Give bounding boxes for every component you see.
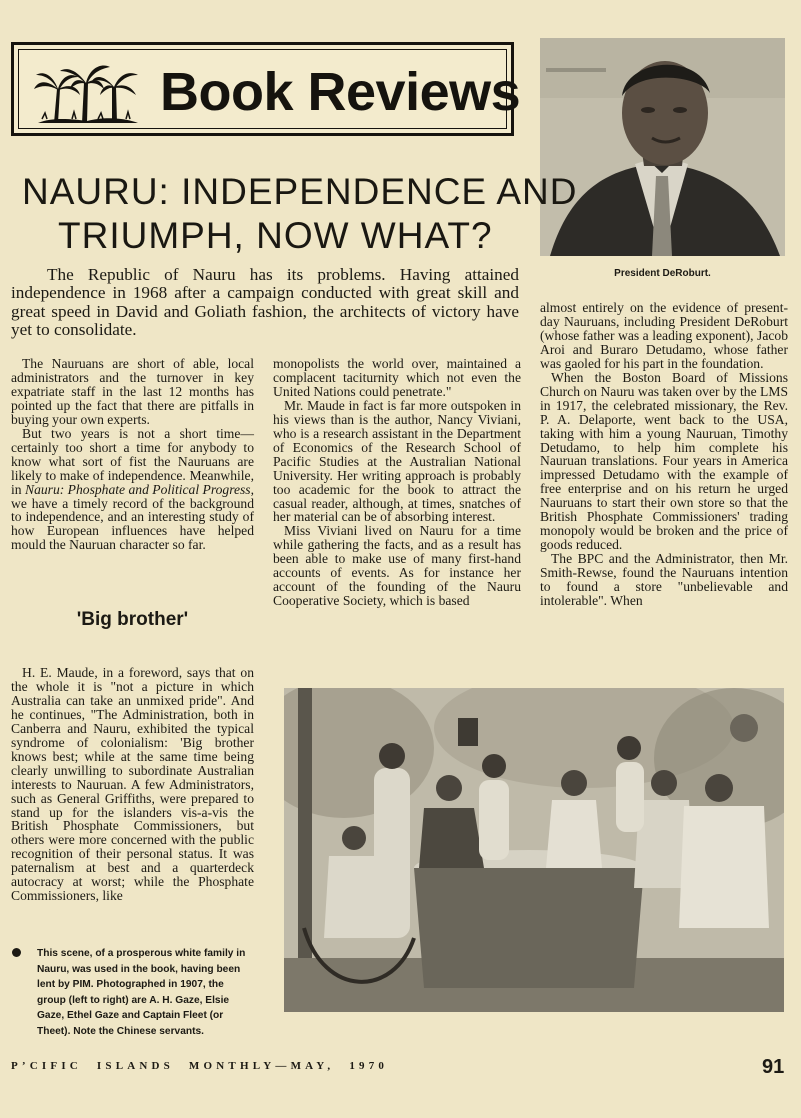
column-2-paragraph-2: Mr. Maude in fact is far more outspoken in his views than is the author, Nancy Viviani, who is a research assistant in the Department of Economics of the Research School of Pacific Studies at the Australian National University. Her writing approach is probably too academic for the book to attract the casual reader, although, at times, snatches of her material can be of absorbing interest.: [273, 397, 521, 525]
column-3-paragraph-1: almost entirely on the evidence of present-day Nauruans, including President DeRoburt (whose father was a leading exponent), Jacob Aroi and Buraro Detudamo, whose father was gaoled for his part in the foundation.: [540, 300, 788, 371]
paragraph-text: , we have a timely record of the background to independence, and an interesting study of how European influences have helped mould the Nauruan character so far.: [11, 481, 255, 553]
headline-line-1: NAURU: INDEPENDENCE AND: [22, 171, 578, 212]
headline-line-2: TRIUMPH, NOW WHAT?: [58, 215, 493, 256]
column-3-paragraph-3: The BPC and the Administrator, then Mr. Smith-Rewse, found the Nauruans intention to found a store "unbelievable and intolerable". When: [540, 551, 788, 609]
president-portrait-photo: [540, 38, 785, 256]
column-3-paragraph-2: When the Boston Board of Missions Church on Nauru was taken over by the LMS in 1917, the celebrated missionary, the Rev. P. A. Delaporte, went back to the USA, taking with him a young Nauruan, Timothy Detudamo, to help him complete his Nauruan translations. Four years in America impressed Detudamo with the example of free enterprise and on his return he urged Nauruans to start their own store so that the British Phosphate Commissioners' trading monopoly would be broken and the price of goods reduced.: [540, 369, 788, 553]
column-2: [273, 357, 521, 608]
portrait-illustration: [540, 38, 785, 256]
page-number: 91: [762, 1056, 785, 1078]
section-title: Book Reviews: [160, 62, 521, 122]
column-1: [11, 357, 254, 552]
section-masthead: [11, 42, 521, 136]
photo-caption: This scene, of a prosperous white family in Nauru, was used in the book, having been lent by PIM. Photographed in 1907, the group (left to right) are A. H. Gaze, Elsie Gaze, Ethel Gaze and Captain Fleet (or Theet). Note the Chinese servants.: [37, 948, 246, 1037]
family-photo-illustration: [284, 688, 784, 1012]
column-1-paragraph-1: The Nauruans are short of able, local administrators and the turnover in key expatriate staff in the last 12 months has pointed up the fact that there are pitfalls in buying your own experts.: [11, 356, 254, 427]
paragraph-text: But two years is not a short time—certainly too short a time for anybody to know what sort of fist the Nauruans are likely to make of independence. Meanwhile, in: [11, 425, 254, 497]
footer-publication-line: P’CIFIC ISLANDS MONTHLY—MAY, 1970: [11, 1060, 389, 1072]
subheading: 'Big brother': [76, 609, 189, 630]
column-2-paragraph-3: Miss Viviani lived on Nauru for a time while gathering the facts, and as a result has been able to make use of many first-hand accounts of events. As for instance her account of the founding of the Nauru Cooperative Society, which is based: [273, 523, 521, 609]
column-1-paragraph-3: H. E. Maude, in a foreword, says that on the whole it is "not a picture in which Australia can take an unmixed pride". And he continues, "The Administration, both in Canberra and Nauru, exhibited the typical syndrome of colonialism: 'Big brother knows best; while at the same time being clearly unwilling to subordinate Australian interests to Nauruan. A few Administrators, such as General Griffiths, were prepared to stand up for the islanders vis-a-vis the British Phosphate Commissioners, but others were more concerned with the public recognition of their personal status. It was paternalism at best and a quarterdeck autocracy at worst; while the Phosphate Commissioners, like: [11, 665, 254, 904]
portrait-caption: President DeRoburt.: [614, 268, 711, 279]
column-1-paragraph-2: [11, 427, 254, 553]
palm-trees-icon: [32, 59, 142, 125]
column-3: [540, 301, 788, 608]
lede-paragraph: The Republic of Nauru has its problems. Having attained independence in 1968 after a campaign conducted with great skill and great speed in David and Goliath fashion, the architects of victory have yet to consolidate.: [11, 265, 519, 339]
family-group-photo: [284, 688, 784, 1012]
book-title: Nauru: Phosphate and Political Progress: [25, 481, 251, 497]
caption-bullet-icon: [12, 948, 21, 957]
article-lede: [11, 266, 519, 339]
column-2-paragraph-1: monopolists the world over, maintained a complacent taciturnity which not even the United Nations could penetrate.": [273, 356, 521, 399]
column-1-continued: [11, 666, 254, 903]
